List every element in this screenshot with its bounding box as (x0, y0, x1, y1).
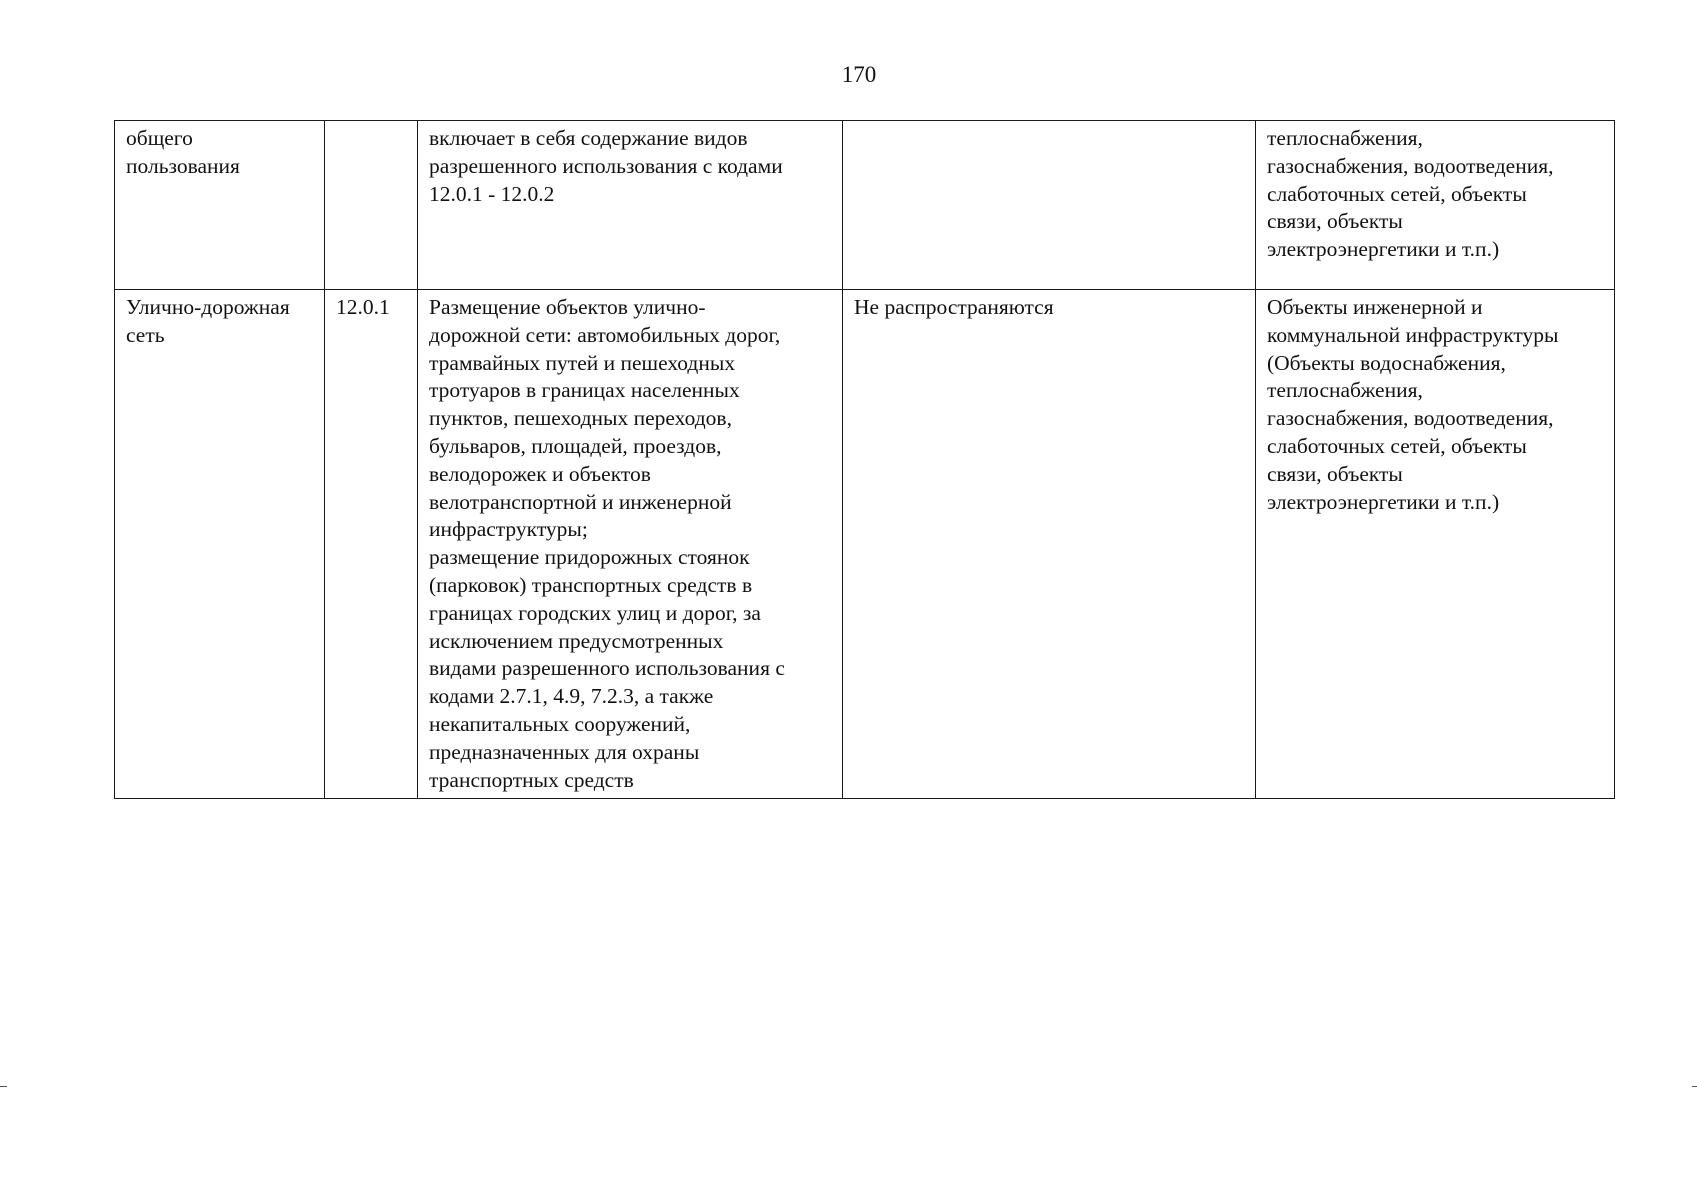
use-code-cell (325, 121, 418, 290)
table-row (115, 121, 1615, 290)
page-number: 170 (841, 62, 877, 87)
use-code-cell: 12.0.1 (325, 290, 418, 799)
restrictions-cell (843, 121, 1256, 290)
auxiliary-uses-cell: Объекты инженерной и коммунальной инфраструктуры (Объекты водоснабжения, теплоснабжения, газоснабжения, водоотведения, слаботочных сетей, объекты связи, объекты электроэнергетики и т.п.) (1256, 290, 1615, 799)
land-use-table (114, 120, 1615, 799)
restrictions-cell: Не распространяются (843, 290, 1256, 799)
table-row (115, 290, 1615, 799)
auxiliary-uses-cell: теплоснабжения, газоснабжения, водоотведения, слаботочных сетей, объекты связи, объекты электроэнергетики и т.п.) (1256, 121, 1615, 290)
scan-edge-mark (1692, 1086, 1697, 1087)
use-name-cell: общего пользования (115, 121, 325, 290)
use-description-cell: Размещение объектов улично- дорожной сети: автомобильных дорог, трамвайных путей и пешеходных тротуаров в границах населенных пунктов, пешеходных переходов, бульваров, площадей, проездов, велодорожек и объектов велотранспортной и инженерной инфраструктуры; размещение придорожных стоянок (парковок) транспортных средств в границах городских улиц и дорог, за исключением предусмотренных видами разрешенного использования с кодами 2.7.1, 4.9, 7.2.3, а также некапитальных сооружений, предназначенных для охраны транспортных средств (418, 290, 843, 799)
use-name-cell: Улично-дорожная сеть (115, 290, 325, 799)
use-description-cell: включает в себя содержание видов разрешенного использования с кодами 12.0.1 - 12.0.2 (418, 121, 843, 290)
scan-edge-mark (0, 1086, 7, 1087)
